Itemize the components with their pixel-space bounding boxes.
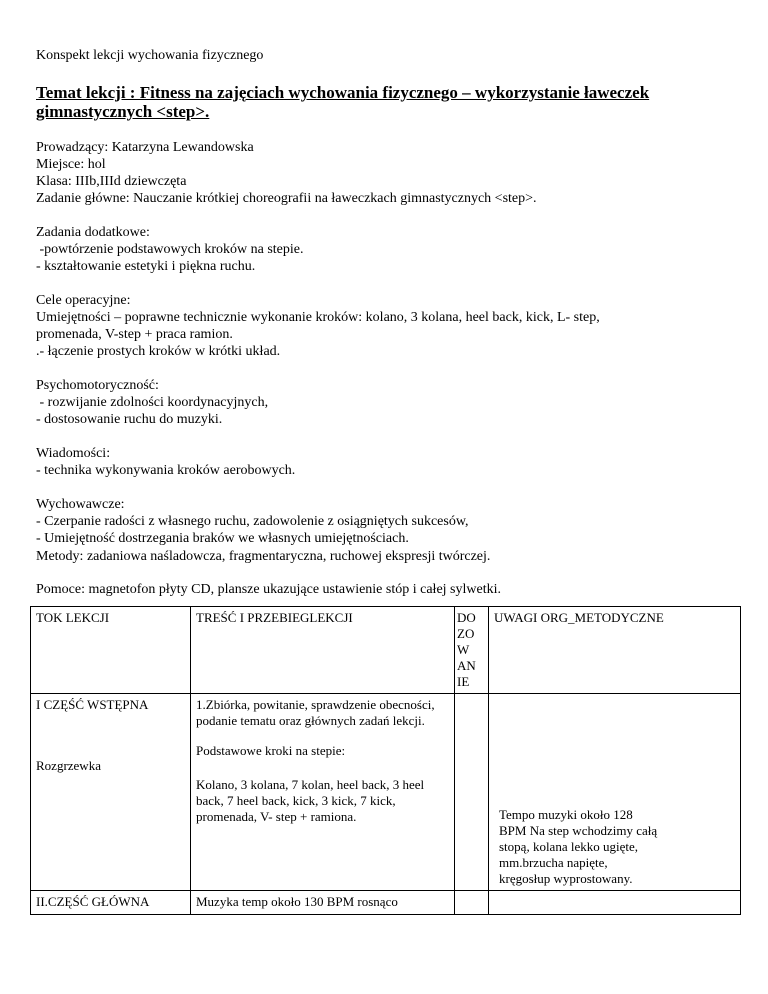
row2-content-cell: Muzyka temp około 130 BPM rosnąco <box>191 891 455 915</box>
table-row <box>31 694 741 891</box>
educational-item: - Umiejętność dostrzegania braków we własnych umiejętnościach. <box>36 531 409 546</box>
educational-heading: Wychowawcze: <box>36 497 125 512</box>
info-main-task: Zadanie główne: Nauczanie krótkiej choreografii na ławeczkach gimnastycznych <step>. <box>36 191 537 206</box>
goals-item: .- łączenie prostych kroków w krótki układ. <box>36 344 281 359</box>
header-cell-grading <box>455 607 489 694</box>
goals-item: promenada, V-step + praca ramion. <box>36 327 233 342</box>
table-row <box>31 891 741 915</box>
goals-heading: Cele operacyjne: <box>36 293 131 308</box>
row2-grading-cell <box>455 891 489 915</box>
tempo-notes: Tempo muzyki około 128 BPM Na step wchodzimy całą stopą, kolana lekko ugięte, mm.brzucha napięte, kręgosłup wyprostowany. <box>499 807 658 886</box>
row1-grading-cell <box>455 694 489 891</box>
psycho-item: - rozwijanie zdolności koordynacyjnych, <box>36 395 269 410</box>
phase-warmup: Rozgrzewka <box>36 758 101 773</box>
aids-text: Pomoce: magnetofon płyty CD, plansze ukazujące ustawienie stóp i całej sylwetki. <box>36 582 501 597</box>
goals-item: Umiejętności – poprawne technicznie wykonanie kroków: kolano, 3 kolana, heel back, kick, L- step, <box>36 310 600 325</box>
header-cell-phase: TOK LEKCJI <box>31 607 191 694</box>
psycho-item: - dostosowanie ruchu do muzyki. <box>36 412 223 427</box>
header-cell-notes: UWAGI ORG_METODYCZNE <box>489 607 741 694</box>
educational-item: - Czerpanie radości z własnego ruchu, zadowolenie z osiągniętych sukcesów, <box>36 514 469 529</box>
info-place: Miejsce: hol <box>36 157 106 172</box>
row1-content-cell <box>191 694 455 891</box>
phase-intro: I CZĘŚĆ WSTĘPNA <box>36 697 149 712</box>
lesson-table <box>30 606 741 915</box>
psycho-heading: Psychomotoryczność: <box>36 378 159 393</box>
row2-phase-cell: II.CZĘŚĆ GŁÓWNA <box>31 891 191 915</box>
row1-notes-cell <box>489 694 741 891</box>
lesson-title: Temat lekcji : Fitness na zajęciach wychowania fizycznego – wykorzystanie ławeczek gimnastycznych <step>. <box>36 83 650 121</box>
table-header-row <box>31 607 741 694</box>
info-teacher: Prowadzący: Katarzyna Lewandowska <box>36 140 254 155</box>
row1-phase-cell <box>31 694 191 891</box>
warmup-heading: Podstawowe kroki na stepie: <box>196 743 346 758</box>
tasks-item: -powtórzenie podstawowych kroków na stepie. <box>36 242 304 257</box>
header-cell-content: TREŚĆ I PRZEBIEGLEKCJI <box>191 607 455 694</box>
row2-notes-cell <box>489 891 741 915</box>
knowledge-item: - technika wykonywania kroków aerobowych. <box>36 463 296 478</box>
document-header: Konspekt lekcji wychowania fizycznego <box>36 48 264 63</box>
tasks-item: - kształtowanie estetyki i piękna ruchu. <box>36 259 256 274</box>
tasks-heading: Zadania dodatkowe: <box>36 225 150 240</box>
methods-text: Metody: zadaniowa naśladowcza, fragmentaryczna, ruchowej ekspresji twórczej. <box>36 549 491 564</box>
warmup-steps: Kolano, 3 kolana, 7 kolan, heel back, 3 heel back, 7 heel back, kick, 3 kick, 7 kick, promenada, V- step + ramiona. <box>196 777 425 824</box>
knowledge-heading: Wiadomości: <box>36 446 111 461</box>
header-cell-grading-text: DO ZO W AN IE <box>457 610 476 689</box>
info-class: Klasa: IIIb,IIId dziewczęta <box>36 174 187 189</box>
intro-content: 1.Zbiórka, powitanie, sprawdzenie obecności, podanie tematu oraz głównych zadań lekcji. <box>196 697 435 728</box>
